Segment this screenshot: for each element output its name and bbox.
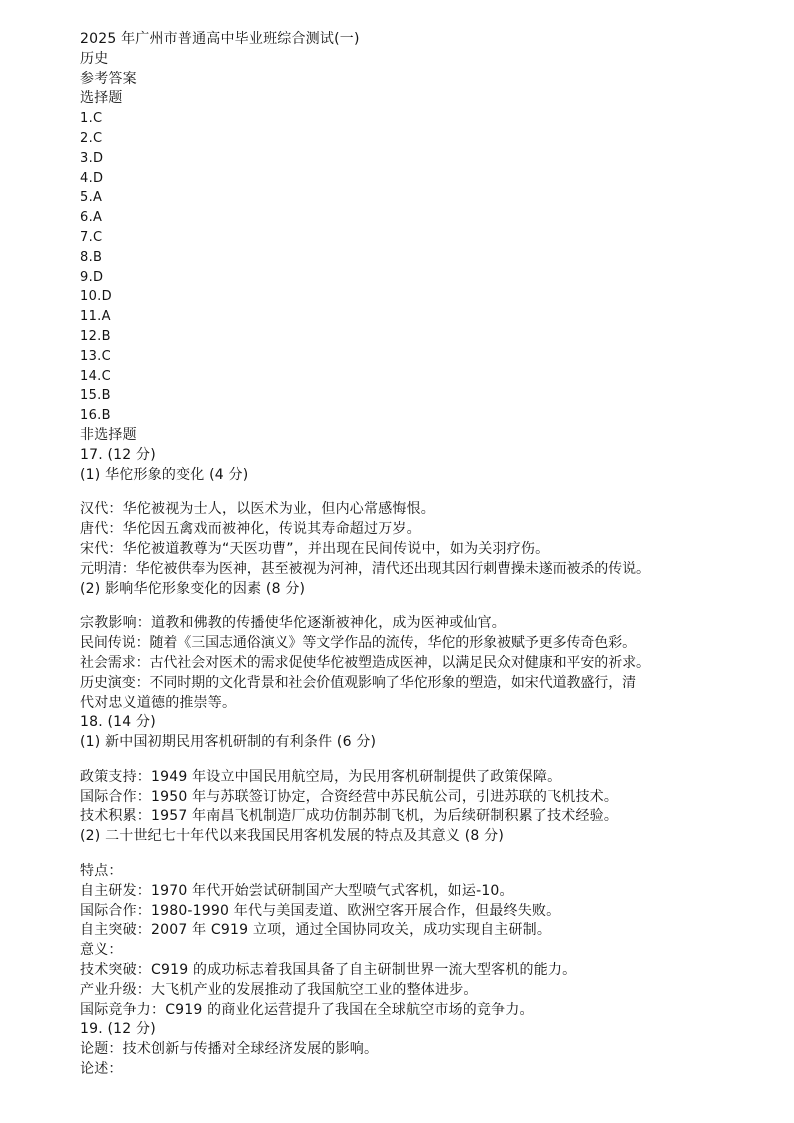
mc-answer: 6.A xyxy=(80,210,103,226)
q18-part2-line: 意义： xyxy=(80,942,123,959)
mc-answer: 12.B xyxy=(80,328,111,344)
q17-part1-title: (1) 华佗形象的变化 (4 分) xyxy=(80,466,249,483)
blank-line xyxy=(80,847,780,862)
q18-part2-line: 自主研发：1970 年代开始尝试研制国产大型喷气式客机，如运-10。 xyxy=(80,882,514,899)
q18-part2-line: 自主突破：2007 年 C919 立项，通过全国协同攻关，成功实现自主研制。 xyxy=(80,922,552,939)
q17-part2-line: 社会需求：古代社会对医术的需求促使华佗被塑造成医神，以满足民众对健康和平安的祈求。 xyxy=(80,654,650,671)
answer-key-document xyxy=(80,30,780,1080)
q18-part1-line: 政策支持：1949 年设立中国民用航空局，为民用客机研制提供了政策保障。 xyxy=(80,768,562,785)
q17-part2-line: 代对忠义道德的推崇等。 xyxy=(80,694,237,711)
mc-answer: 13.C xyxy=(80,348,111,364)
mc-answer: 7.C xyxy=(80,229,103,245)
mc-answer: 4.D xyxy=(80,170,104,186)
question-18-number: 18. (14 分) xyxy=(80,714,156,731)
q17-part1-line: 唐代：华佗因五禽戏而被神化，传说其寿命超过万岁。 xyxy=(80,521,421,538)
mc-answer: 2.C xyxy=(80,130,103,146)
q19-line: 论题：技术创新与传播对全球经济发展的影响。 xyxy=(80,1041,379,1058)
mc-answer: 11.A xyxy=(80,309,111,325)
q18-part2-line: 国际竞争力：C919 的商业化运营提升了我国在全球航空市场的竞争力。 xyxy=(80,1001,534,1018)
q17-part2-title: (2) 影响华佗形象变化的因素 (8 分) xyxy=(80,580,306,597)
blank-line xyxy=(80,485,780,500)
q19-line: 论述： xyxy=(80,1061,123,1078)
mc-answer: 16.B xyxy=(80,408,111,424)
document-type-label: 参考答案 xyxy=(80,70,137,87)
mc-answer: 15.B xyxy=(80,388,111,404)
q18-part2-line: 产业升级：大飞机产业的发展推动了我国航空工业的整体进步。 xyxy=(80,981,478,998)
q18-part2-line: 国际合作：1980-1990 年代与美国麦道、欧洲空客开展合作，但最终失败。 xyxy=(80,902,561,919)
q18-part2-title: (2) 二十世纪七十年代以来我国民用客机发展的特点及其意义 (8 分) xyxy=(80,828,505,845)
blank-line xyxy=(80,753,780,768)
q17-part1-line: 元明清：华佗被供奉为医神，甚至被视为河神，清代还出现其因行刺曹操未遂而被杀的传说。 xyxy=(80,560,650,577)
document-title: 2025 年广州市普通高中毕业班综合测试(一) xyxy=(80,31,360,47)
q17-part2-line: 历史演变：不同时期的文化背景和社会价值观影响了华佗形象的塑造，如宋代道教盛行，清 xyxy=(80,674,636,691)
q18-part1-title: (1) 新中国初期民用客机研制的有利条件 (6 分) xyxy=(80,734,377,751)
mc-answer: 3.D xyxy=(80,150,104,166)
mc-answer: 8.B xyxy=(80,249,103,265)
q18-part2-line: 特点： xyxy=(80,863,123,880)
mc-answer: 14.C xyxy=(80,368,111,384)
q18-part1-line: 国际合作：1950 年与苏联签订协定，合资经营中苏民航公司，引进苏联的飞机技术。 xyxy=(80,788,619,805)
mc-answer: 1.C xyxy=(80,111,103,127)
question-17-number: 17. (12 分) xyxy=(80,446,156,463)
q17-part1-line: 汉代：华佗被视为士人，以医术为业，但内心常感悔恨。 xyxy=(80,501,435,518)
mc-answer: 5.A xyxy=(80,190,103,206)
mc-answer: 9.D xyxy=(80,269,104,285)
q17-part2-line: 民间传说：随着《三国志通俗演义》等文学作品的流传，华佗的形象被赋予更多传奇色彩。 xyxy=(80,635,636,652)
blank-line xyxy=(80,599,780,614)
q18-part2-line: 技术突破：C919 的成功标志着我国具备了自主研制世界一流大型客机的能力。 xyxy=(80,962,577,979)
q17-part2-line: 宗教影响：道教和佛教的传播使华佗逐渐被神化，成为医神或仙官。 xyxy=(80,615,506,632)
multiple-choice-heading: 选择题 xyxy=(80,90,123,107)
q17-part1-line: 宋代：华佗被道教尊为“天医功曹”，并出现在民间传说中，如为关羽疗伤。 xyxy=(80,540,550,557)
question-19-number: 19. (12 分) xyxy=(80,1021,156,1038)
q18-part1-line: 技术积累：1957 年南昌飞机制造厂成功仿制苏制飞机，为后续研制积累了技术经验。 xyxy=(80,808,619,825)
non-multiple-choice-heading: 非选择题 xyxy=(80,426,137,443)
subject-label: 历史 xyxy=(80,50,109,67)
mc-answer: 10.D xyxy=(80,289,112,305)
